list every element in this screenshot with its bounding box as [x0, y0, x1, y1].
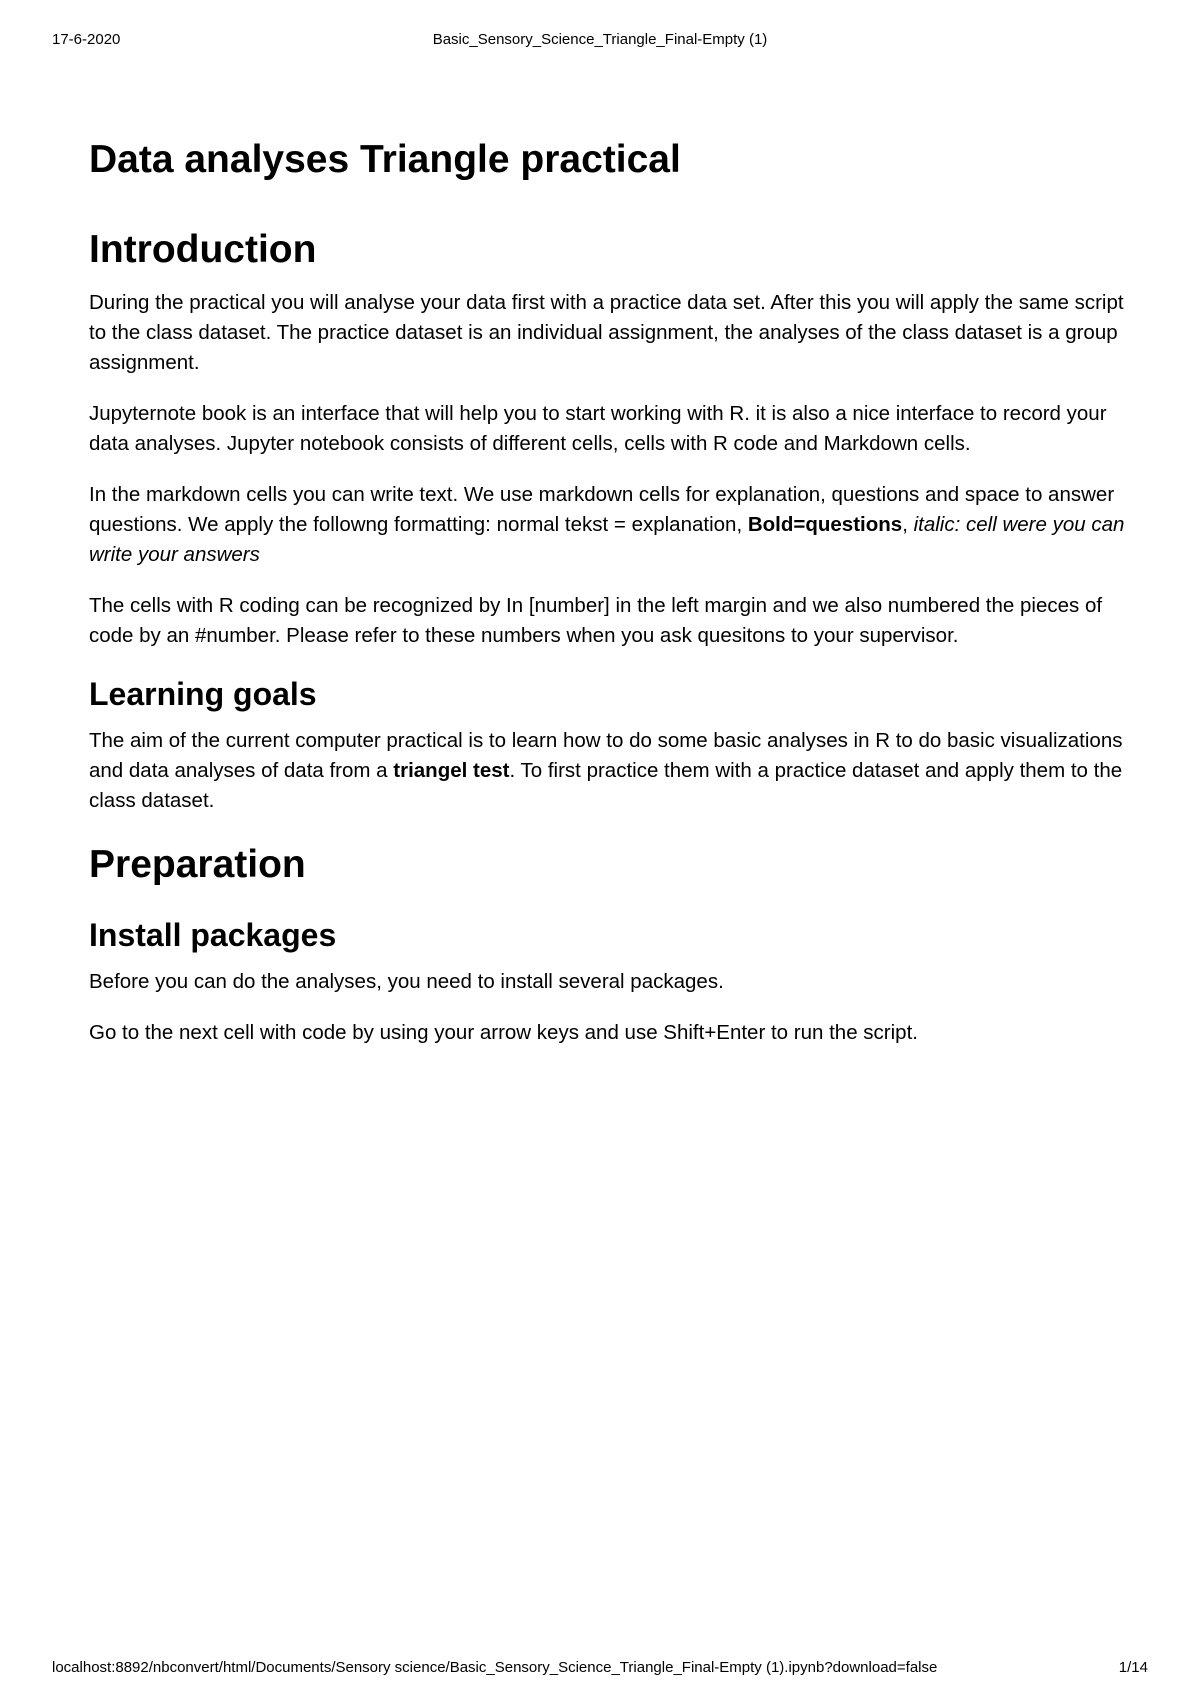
print-url: localhost:8892/nbconvert/html/Documents/Sensory science/Basic_Sensory_Science_Triangle_Final-Empty (1).ipynb?download=false	[52, 1659, 938, 1676]
preparation-heading: Preparation	[89, 843, 306, 886]
intro-p3-text: In the markdown cells you can write text. We use markdown cells for explanation, questions and space to answer questions. We apply the followng formatting: normal tekst = explanation,	[89, 483, 1115, 536]
learning-goals-heading: Learning goals	[89, 676, 317, 712]
intro-paragraph-4: The cells with R coding can be recognized by In [number] in the left margin and we also numbered the pieces of code by an #number. Please refer to these numbers when you ask quesitons to your supervisor.	[89, 594, 1103, 647]
goals-text-bold: triangel test	[393, 759, 510, 782]
install-packages-heading: Install packages	[89, 917, 337, 953]
print-header	[52, 30, 1148, 50]
print-date: 17-6-2020	[52, 31, 121, 48]
intro-paragraph-2: Jupyternote book is an interface that will help you to start working with R. it is also a nice interface to record your data analyses. Jupyter notebook consists of different cells, cells with R code and Markdown cells.	[89, 402, 1107, 455]
learning-goals-paragraph	[89, 726, 1129, 816]
page-number: 1/14	[1118, 1659, 1148, 1676]
page-title: Data analyses Triangle practical	[89, 138, 681, 181]
goals-text-start: The aim of the current computer practical is to learn how to do some basic analyses in R to do basic visualizations and data analyses of data from a	[89, 729, 1123, 782]
intro-paragraph-3	[89, 480, 1129, 570]
print-footer	[52, 1658, 1148, 1678]
goals-text-end: . To first practice them with a practice dataset and apply them to the class dataset.	[89, 759, 1123, 812]
intro-p3-bold: Bold=questions	[747, 513, 903, 536]
print-document-title: Basic_Sensory_Science_Triangle_Final-Empty (1)	[432, 31, 768, 48]
intro-p3-italic: italic: cell were you can write your answers	[89, 513, 1125, 566]
install-paragraph-1: Before you can do the analyses, you need to install several packages.	[89, 970, 724, 993]
notebook-content	[89, 132, 1129, 1069]
intro-p3-separator: ,	[902, 513, 914, 536]
intro-paragraph-1: During the practical you will analyse your data first with a practice data set. After this you will apply the same script to the class dataset. The practice dataset is an individual assignment, the analyses of the class dataset is a group assignment.	[89, 291, 1124, 374]
introduction-heading: Introduction	[89, 228, 317, 271]
install-paragraph-2: Go to the next cell with code by using your arrow keys and use Shift+Enter to run the script.	[89, 1021, 918, 1044]
